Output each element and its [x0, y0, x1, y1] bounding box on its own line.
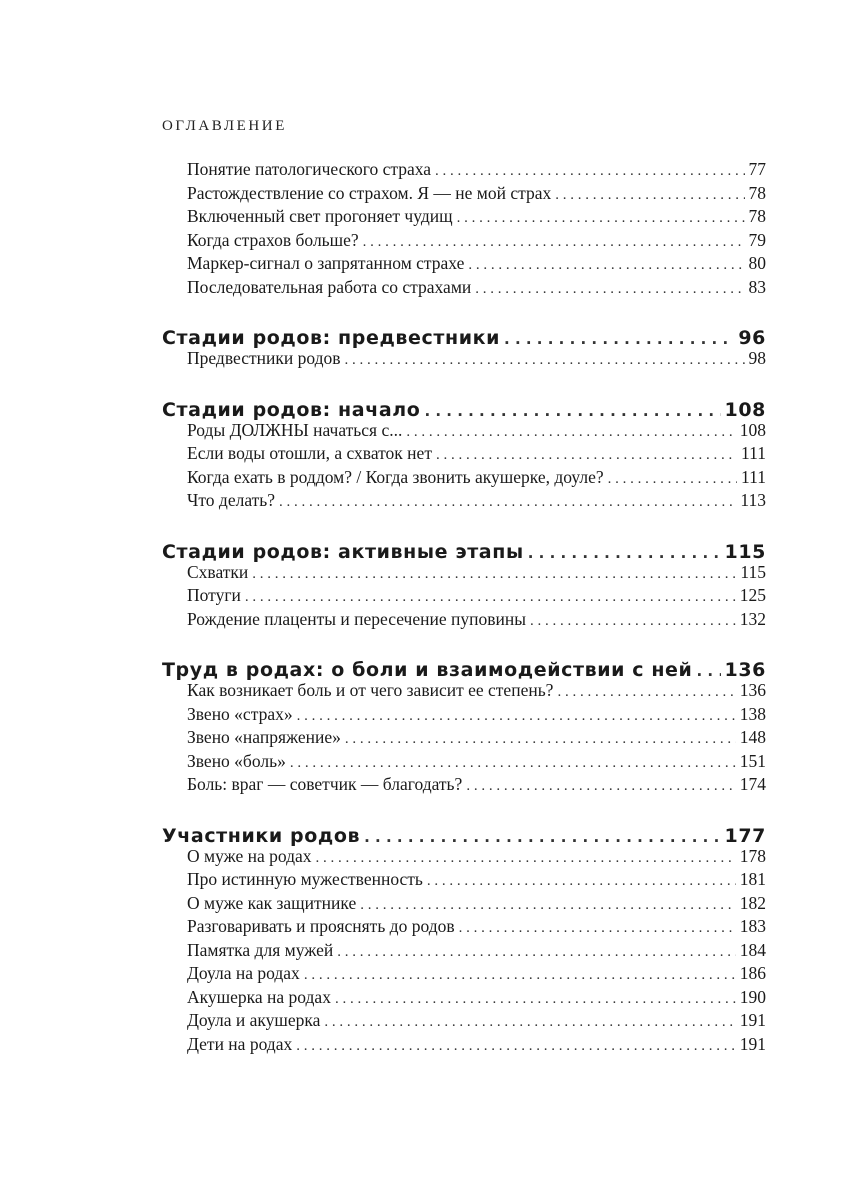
- leader-dots: [345, 349, 745, 373]
- leader-dots: [345, 728, 736, 752]
- toc-block: [162, 533, 766, 632]
- toc-block: [162, 651, 766, 797]
- entry-title: Маркер-сигнал о запрятанном страхе: [187, 253, 465, 273]
- entry-page: 113: [740, 490, 766, 510]
- leader-dots: [252, 563, 736, 587]
- entry-title: Что делать?: [187, 490, 276, 510]
- leader-dots: [530, 610, 736, 634]
- leader-dots: [555, 184, 744, 208]
- leader-dots: [279, 491, 736, 515]
- toc-entry: [162, 608, 766, 632]
- leader-dots: [436, 444, 737, 468]
- toc-entry: [162, 205, 766, 229]
- toc-entry: [162, 845, 766, 869]
- toc-entry: [162, 252, 766, 276]
- entry-title: О муже как защитнике: [187, 892, 357, 913]
- entry-title: Доула и акушерка: [187, 1010, 321, 1030]
- leader-dots: [466, 775, 735, 799]
- leader-dots: [297, 705, 736, 729]
- leader-dots: [304, 964, 736, 988]
- entry-page: 190: [739, 986, 766, 1007]
- leader-dots: [435, 160, 744, 184]
- entry-page: 191: [739, 1033, 766, 1054]
- leader-dots: [459, 917, 736, 941]
- toc-entry: [162, 561, 766, 585]
- chapter-title: Стадии родов: начало: [162, 398, 421, 421]
- leader-dots: [427, 870, 736, 894]
- entry-page: 181: [739, 869, 766, 889]
- entry-page: 108: [739, 419, 766, 440]
- chapter-page: 177: [724, 824, 766, 847]
- toc-entry: [162, 750, 766, 774]
- leader-dots: [406, 421, 735, 445]
- leader-dots: [337, 941, 736, 965]
- toc-entry: [162, 868, 766, 892]
- chapter-title: Стадии родов: активные этапы: [162, 540, 524, 563]
- leader-dots: [475, 278, 744, 302]
- chapter-heading: [162, 533, 766, 561]
- entry-page: 184: [739, 939, 766, 960]
- entry-page: 182: [739, 892, 766, 913]
- entry-page: 77: [748, 159, 766, 179]
- toc-entry: [162, 442, 766, 466]
- chapter-heading: [162, 391, 766, 419]
- toc-entry: [162, 703, 766, 727]
- chapter-heading: [162, 651, 766, 679]
- toc-entry: [162, 939, 766, 963]
- toc-entry: [162, 466, 766, 490]
- toc-entry: [162, 726, 766, 750]
- toc-block: [162, 158, 766, 299]
- entry-title: Схватки: [187, 561, 249, 582]
- entry-page: 183: [739, 916, 766, 936]
- toc-entry: [162, 1033, 766, 1057]
- toc-block: [162, 391, 766, 513]
- leader-dots: [335, 988, 736, 1012]
- toc-entry: [162, 276, 766, 300]
- leader-dots: [290, 752, 736, 776]
- leader-dots: [557, 681, 735, 705]
- entry-title: Рождение плаценты и пересечение пуповины: [187, 608, 526, 629]
- toc-block: [162, 319, 766, 371]
- chapter-title: Стадии родов: предвестники: [162, 327, 501, 349]
- toc-entry: [162, 1009, 766, 1033]
- entry-title: Доула на родах: [187, 963, 300, 983]
- entry-title: О муже на родах: [187, 845, 312, 866]
- entry-page: 174: [739, 774, 766, 794]
- entry-title: Понятие патологического страха: [187, 159, 432, 179]
- entry-title: Включенный свет прогоняет чудищ: [187, 206, 453, 226]
- leader-dots: [296, 1035, 736, 1059]
- toc-entry: [162, 773, 766, 797]
- entry-page: 79: [748, 229, 766, 250]
- toc-entry: [162, 158, 766, 182]
- entry-page: 186: [739, 963, 766, 983]
- entry-title: Последовательная работа со страхами: [187, 276, 472, 297]
- entry-page: 132: [739, 608, 766, 629]
- entry-title: Про истинную мужественность: [187, 869, 423, 889]
- entry-title: Если воды отошли, а схваток нет: [187, 443, 432, 463]
- entry-title: Роды ДОЛЖНЫ начаться с...: [187, 419, 403, 440]
- entry-title: Как возникает боль и от чего зависит ее степень?: [187, 680, 554, 700]
- chapter-heading: [162, 817, 766, 845]
- toc-entry: [162, 962, 766, 986]
- entry-page: 80: [748, 253, 766, 273]
- chapter-heading: [162, 319, 766, 347]
- entry-page: 115: [740, 561, 766, 582]
- entry-title: Звено «боль»: [187, 750, 286, 771]
- leader-dots: [360, 894, 736, 918]
- entry-title: Акушерка на родах: [187, 986, 331, 1007]
- chapter-page: 108: [724, 398, 766, 421]
- entry-page: 151: [739, 750, 766, 771]
- toc-entry: [162, 347, 766, 371]
- running-head: ОГЛАВЛЕНИЕ: [162, 118, 287, 134]
- entry-title: Боль: враг — советчик — благодать?: [187, 774, 463, 794]
- toc-entry: [162, 915, 766, 939]
- entry-title: Предвестники родов: [187, 348, 341, 368]
- chapter-title: Участники родов: [162, 824, 361, 847]
- toc-entry: [162, 182, 766, 206]
- leader-dots: [468, 254, 744, 278]
- chapter-page: 96: [738, 327, 766, 349]
- entry-page: 138: [739, 703, 766, 724]
- toc-entry: [162, 986, 766, 1010]
- entry-page: 136: [739, 680, 766, 700]
- leader-dots: [245, 586, 736, 610]
- toc-block: [162, 817, 766, 1057]
- toc-entry: [162, 892, 766, 916]
- entry-title: Памятка для мужей: [187, 939, 334, 960]
- entry-title: Дети на родах: [187, 1033, 293, 1054]
- entry-title: Потуги: [187, 585, 241, 605]
- entry-page: 178: [739, 845, 766, 866]
- entry-page: 191: [739, 1010, 766, 1030]
- table-of-contents: [162, 158, 766, 1056]
- leader-dots: [324, 1011, 735, 1035]
- leader-dots: [316, 847, 736, 871]
- leader-dots: [457, 207, 745, 231]
- chapter-page: 115: [724, 540, 766, 563]
- toc-entry: [162, 419, 766, 443]
- entry-title: Когда ехать в роддом? / Когда звонить акушерке, доуле?: [187, 466, 604, 487]
- toc-entry: [162, 229, 766, 253]
- entry-title: Звено «напряжение»: [187, 727, 341, 747]
- toc-entry: [162, 679, 766, 703]
- entry-page: 111: [741, 443, 766, 463]
- leader-dots: [363, 231, 745, 255]
- entry-page: 78: [748, 182, 766, 203]
- chapter-page: 136: [724, 659, 766, 681]
- entry-page: 78: [748, 206, 766, 226]
- entry-page: 98: [748, 348, 766, 368]
- chapter-title: Труд в родах: о боли и взаимодействии с ней: [162, 659, 693, 681]
- entry-page: 148: [739, 727, 766, 747]
- entry-page: 83: [748, 276, 766, 297]
- entry-page: 111: [741, 466, 766, 487]
- toc-entry: [162, 489, 766, 513]
- toc-entry: [162, 584, 766, 608]
- entry-title: Звено «страх»: [187, 703, 293, 724]
- entry-title: Растождествление со страхом. Я — не мой страх: [187, 182, 552, 203]
- entry-title: Разговаривать и прояснять до родов: [187, 916, 455, 936]
- entry-page: 125: [739, 585, 766, 605]
- leader-dots: [608, 468, 737, 492]
- entry-title: Когда страхов больше?: [187, 229, 359, 250]
